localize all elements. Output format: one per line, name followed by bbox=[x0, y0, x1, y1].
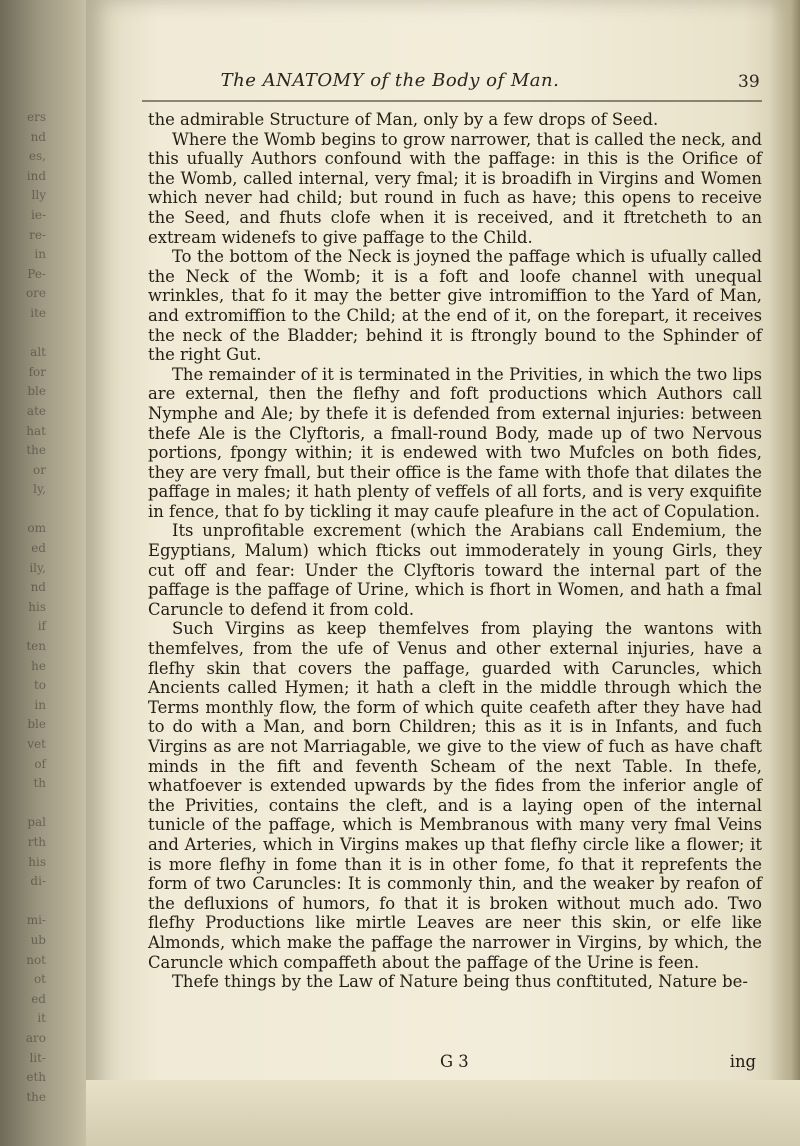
margin-fragment bbox=[6, 500, 46, 520]
paragraph: the admirable Structure of Man, only by a few drops of Seed. bbox=[148, 110, 659, 129]
margin-fragment: or bbox=[33, 462, 46, 477]
margin-fragment: his bbox=[28, 854, 46, 869]
margin-fragment: hat bbox=[26, 423, 46, 438]
margin-fragment: alt bbox=[30, 345, 46, 360]
margin-fragment: of bbox=[34, 756, 46, 771]
paragraph: To the bottom of the Neck is joyned the paffage which is ufually called the Neck of the Womb; it is a foft and loofe channel with unequal wrinkles, that fo it may the better give intromiffion to the Yard of Man, and extromiffion to the Child; at the end of it, on the forepart, it receives the neck of the Bladder; behind it is ftrongly bound to the Sphinder of the right Gut. bbox=[148, 247, 762, 365]
margin-fragment: rth bbox=[27, 834, 46, 849]
paragraph: Its unprofitable excrement (which the Arabians call Endemium, the Egyptians, Malum) which fticks out immoderately in young Girls, they cut off and fear: Under the Clyftoris toward the internal part of the paffage is the paffage of Urine, which is fhort in Women, and hath a fmal Caruncle to defend it from cold. bbox=[148, 521, 762, 619]
paragraph: The remainder of it is terminated in the Privities, in which the two lips are external, then the flefhy and foft productions which Authors call Nymphe and Ale; by thefe it is defended from external injuries: between thefe Ale is the Clyftoris, a fmall-round Body, made up of two Nervous portions, fpongy within; it is endewed with two Mufcles on both fides, they are very fmall, but their office is the fame with thofe that dilates the paffage in males; it hath plenty of veffels of all forts, and is very exquifite in fence, that fo by tickling it may caufe pleafure in the act of Copulation. bbox=[148, 364, 762, 521]
header-rule bbox=[142, 100, 762, 102]
page-edge-shadow bbox=[770, 0, 800, 1146]
body-text bbox=[148, 110, 762, 992]
margin-fragment: ers bbox=[27, 110, 46, 124]
margin-fragment: ot bbox=[33, 972, 46, 987]
margin-fragment: in bbox=[34, 697, 46, 712]
signature-mark: G 3 bbox=[440, 1052, 469, 1071]
catchword: ing bbox=[729, 1052, 756, 1071]
margin-fragment: for bbox=[28, 364, 46, 379]
margin-fragment bbox=[6, 794, 46, 814]
margin-fragment: th bbox=[33, 776, 46, 791]
margin-fragment: ie- bbox=[31, 207, 46, 222]
running-head: The ANATOMY of the Body of Man. bbox=[220, 70, 560, 91]
margin-fragment: if bbox=[37, 619, 46, 634]
margin-fragment: mi- bbox=[26, 913, 46, 928]
margin-fragment: lit- bbox=[29, 1050, 46, 1065]
margin-fragment: in bbox=[34, 247, 46, 262]
facing-page-text bbox=[6, 108, 46, 1107]
margin-fragment bbox=[6, 324, 46, 344]
margin-fragment: not bbox=[26, 952, 46, 967]
margin-fragment: ble bbox=[27, 717, 46, 732]
margin-fragment: ite bbox=[30, 305, 46, 320]
margin-fragment: ly, bbox=[33, 482, 46, 497]
margin-fragment: he bbox=[31, 658, 46, 673]
margin-fragment: vet bbox=[27, 737, 46, 751]
margin-fragment: eth bbox=[26, 1070, 46, 1085]
margin-fragment: aro bbox=[25, 1030, 46, 1045]
margin-fragment: ub bbox=[30, 932, 46, 947]
margin-fragment: ate bbox=[26, 403, 46, 418]
margin-fragment: ten bbox=[26, 639, 46, 654]
paragraph: Such Virgins as keep themfelves from playing the wantons with themfelves, from the ufe of Venus and other external injuries, have a flefhy skin that covers the paffage, guarded with Caruncles, which Ancients called Hymen; it hath a cleft in the middle through which the Terms monthly flow, the form of which quite ceafeth after they have had to do with a Man, and born Children; this as it is in Infants, and fuch Virgins as are not Marriagable, we give to the view of fuch as have chaft minds in the fift and feventh Scheam of the next Table. In thefe, whatfoever is extended upwards by the fides from the inferior angle of the Privities, contains the cleft, and is a laying open of the internal tunicle of the paffage, which is Membranous with many very fmal Veins and Arteries, which in Virgins makes up that flefhy circle like a flower; it is more flefhy in fome than it is in other fome, fo that it reprefents the form of two Caruncles: It is commonly thin, and the weaker by reafon of the defluxions of humors, fo that it is broken without much ado. Two flefhy Productions like mirtle Leaves are neer this skin, or elfe like Almonds, which make the paffage the narrower in Virgins, by which, the Caruncle which compaffeth about the paffage of the Urine is feen. bbox=[148, 619, 762, 972]
margin-fragment: ed bbox=[31, 541, 46, 556]
margin-fragment: re- bbox=[29, 227, 46, 242]
page-number: 39 bbox=[738, 72, 760, 92]
margin-fragment: ily, bbox=[29, 560, 46, 575]
page-bottom bbox=[86, 1080, 800, 1146]
margin-fragment: nd bbox=[30, 580, 46, 595]
margin-fragment: the bbox=[26, 1089, 46, 1104]
margin-fragment: to bbox=[33, 678, 46, 693]
margin-fragment: lly bbox=[31, 188, 46, 203]
margin-fragment: ble bbox=[27, 384, 46, 399]
margin-fragment: ind bbox=[26, 168, 46, 183]
margin-fragment: nd bbox=[30, 129, 46, 144]
margin-fragment: the bbox=[26, 443, 46, 458]
paragraph: Thefe things by the Law of Nature being thus conftituted, Nature be- bbox=[172, 972, 748, 992]
paragraph: Where the Womb begins to grow narrower, that is called the neck, and this ufually Authors confound with the paffage: in this is the Orifice of the Womb, called internal, very fmal; it is broadifh in Virgins and Women which never had child; but round in fuch as have; this opens to receive the Seed, and fhuts clofe when it is received, and it ftretcheth to an extream widenefs to give paffage to the Child. bbox=[148, 129, 762, 247]
margin-fragment: it bbox=[37, 1011, 46, 1026]
margin-fragment: di- bbox=[30, 874, 46, 889]
margin-fragment: ed bbox=[31, 991, 46, 1006]
margin-fragment: pal bbox=[27, 815, 46, 830]
margin-fragment: om bbox=[27, 521, 46, 536]
margin-fragment bbox=[6, 892, 46, 912]
facing-page-edge bbox=[0, 0, 86, 1146]
margin-fragment: his bbox=[28, 599, 46, 614]
margin-fragment: ore bbox=[25, 286, 46, 301]
margin-fragment: Pe- bbox=[27, 266, 46, 281]
margin-fragment: es, bbox=[28, 149, 46, 164]
